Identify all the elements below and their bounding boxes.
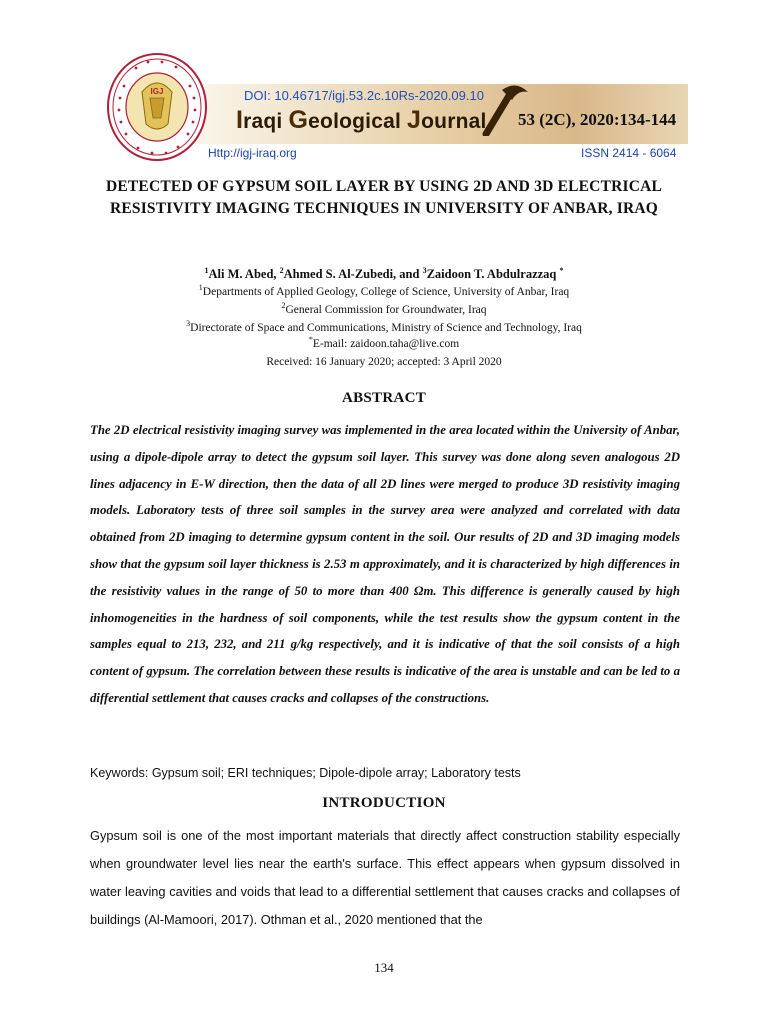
received-dates: Received: 16 January 2020; accepted: 3 April 2020 [266,356,502,368]
affiliation-text-1: Departments of Applied Geology, College of Science, University of Anbar, Iraq [202,286,570,298]
journal-name-cap-2: G [288,106,309,134]
journal-seal-logo [106,52,208,162]
journal-name-rest-2: eological [308,110,408,133]
introduction-text: Gypsum soil is one of the most important materials that directly affect construction stability especially when groundwater level lies near the earth's surface. This effect appears when gypsum dissolved in water leaving cavities and voids that lead to a differential settlement that causes cracks and collapses of buildings (Al-Mamoori, 2017). Othman et al., 2020 mentioned that the [90,828,680,927]
introduction-heading: INTRODUCTION [322,795,446,811]
author-sup-2: 2 [279,265,284,275]
journal-name-rest-3: ournal [421,110,487,133]
affiliation-text-2: General Commission for Groundwater, Iraq [285,304,487,316]
affiliation-3 [90,320,678,336]
affiliation-1 [90,284,678,300]
email-text[interactable]: E-mail: zaidoon.taha@live.com [312,338,460,350]
affiliation-sup-1: 1 [198,283,203,293]
author-sup-3: 3 [422,265,427,275]
affiliation-sup-3: 3 [186,319,191,329]
journal-name-cap-3: J [407,106,422,134]
author-sup-1: 1 [204,265,209,275]
journal-url-link[interactable]: Http://igj-iraq.org [208,146,297,160]
author-name-2: Ahmed S. Al-Zubedi, and [283,267,423,281]
abstract-heading: ABSTRACT [341,390,427,406]
author-name-3: Zaidoon T. Abdulrazzaq [426,267,560,281]
author-name-1: Ali M. Abed, [208,267,280,281]
email-sup: * [308,335,313,345]
issn-text: ISSN 2414 - 6064 [581,146,677,160]
journal-name-rest-1: raqi [243,110,289,133]
doi-text[interactable]: DOI: 10.46717/igj.53.2c.10Rs-2020.09.10 [244,88,484,103]
affiliation-sup-2: 2 [281,301,286,311]
volume-issue-pages: 53 (2C), 2020:134-144 [518,110,677,129]
corresponding-mark: * [559,265,564,275]
keywords-line: Keywords: Gypsum soil; ERI techniques; Dipole-dipole array; Laboratory tests [90,766,521,780]
affiliation-2 [90,302,678,318]
svg-text:IGJ: IGJ [150,87,164,96]
abstract-text: The 2D electrical resistivity imaging survey was implemented in the area located within the University of Anbar, using a dipole-dipole array to detect the gypsum soil layer. This survey was done along seven analogous 2D lines adjacency in E-W direction, then the data of all 2D lines were merged to produce 3D resistivity imaging models. Laboratory tests of three soil samples in the survey area were analyzed and correlated with data obtained from 2D imaging to determine gypsum content in the soil. Our results of 2D and 3D imaging models show that the gypsum soil layer thickness is 2.53 m approximately, and it is characterized by high differences in the resistivity values in the range of 50 to more than 400 Ωm. This difference is generally caused by high inhomogeneities in the hardness of soil components, while the test results show the gypsum content in the samples equal to 213, 232, and 211 g/kg respectively, and it is indicative of that the soil consists of a high content of gypsum. The correlation between these results is indicative of the area is unstable and can be led to a differential settlement that causes cracks and collapses of the constructions. [90,423,680,705]
author-list [90,265,678,283]
journal-name-cap-1: I [236,106,244,134]
page-number: 134 [374,960,394,975]
journal-header [88,50,688,168]
email-line [90,336,678,352]
affiliation-text-3: Directorate of Space and Communications, Ministry of Science and Technology, Iraq [190,322,582,334]
article-title: DETECTED OF GYPSUM SOIL LAYER BY USING 2D AND 3D ELECTRICAL RESISTIVITY IMAGING TECHNIQUES IN UNIVERSITY OF ANBAR, IRAQ [105,178,663,217]
journal-name [236,106,487,135]
